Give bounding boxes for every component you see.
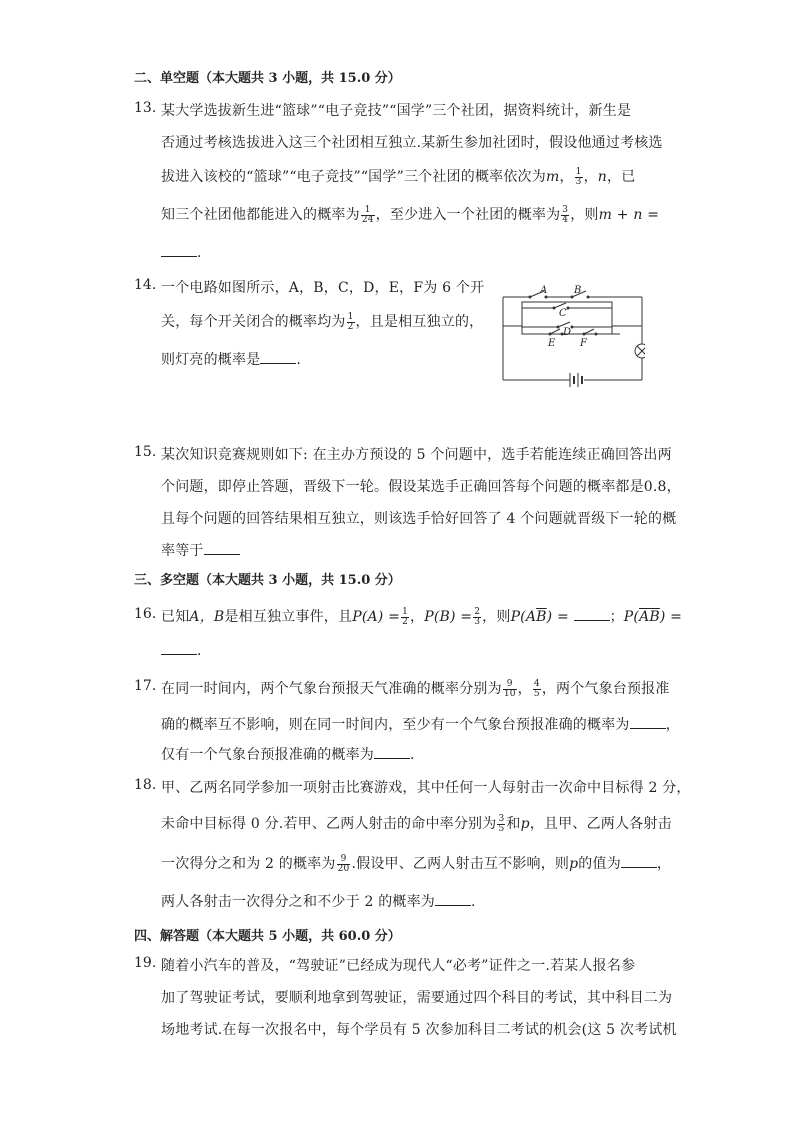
question-text-line: 个问题，即停止答题，晋级下一轮。假设某选手正确回答每个问题的概率都是0.8，	[161, 479, 681, 495]
period: .	[296, 352, 302, 368]
separator: ，	[656, 856, 672, 872]
switch-label-a: A	[540, 285, 548, 296]
switch-label-e: E	[548, 338, 556, 349]
section-heading-solution: 四、解答题（本大题共 5 小题，共 60.0 分）	[134, 929, 401, 944]
text-segment: ，两个气象台预报准	[541, 681, 670, 697]
text-segment: 在同一时间内，两个气象台预报天气准确的概率分别为	[161, 681, 502, 697]
text-segment: ，且甲、乙两人各射击	[529, 816, 672, 832]
circuit-diagram	[500, 272, 645, 388]
text-segment: 和	[506, 816, 521, 832]
question-number: 19.	[134, 955, 157, 971]
question-number: 16.	[134, 606, 157, 622]
question-text-line: 某次知识竞赛规则如下: 在主办方预设的 5 个问题中，选手若能连续正确回答出两	[161, 447, 672, 463]
switch-e	[550, 329, 560, 334]
fraction-9-10: $\frac{9}{10}$	[503, 678, 516, 699]
text-segment: ，且是相互独立的，	[355, 314, 484, 330]
switch-label-c: C	[559, 308, 567, 319]
answer-blank[interactable]	[574, 608, 610, 621]
switch-label-b: B	[574, 285, 582, 296]
text-segment: 已知	[161, 609, 190, 625]
question-text-line	[161, 166, 635, 187]
lamp-icon	[635, 344, 645, 358]
text-segment: 则灯亮的概率是	[161, 352, 261, 368]
fraction-4-5: $\frac{4}{5}$	[533, 678, 540, 699]
math-var-n: n	[597, 169, 607, 185]
question-text-line: 场地考试.在每一次报名中，每个学员有 5 次参加科目二考试的机会(这 5 次考试机	[161, 1022, 677, 1038]
question-text-line: 且每个问题的回答结果相互独立，则该选手恰好回答了 4 个问题就晋级下一轮的概	[161, 511, 677, 527]
question-text-line	[161, 606, 682, 627]
answer-blank[interactable]	[161, 244, 197, 257]
fraction-1-3: $\frac{1}{3}$	[575, 166, 582, 187]
question-text-line: 某大学选拔新生进“篮球”“电子竞技”“国学”三个社团，据资料统计，新生是	[161, 103, 632, 119]
question-number: 14.	[134, 277, 157, 293]
answer-blank[interactable]	[435, 893, 471, 906]
question-text-line	[161, 678, 670, 699]
separator: ，	[559, 169, 574, 185]
math-expression: m + n =	[598, 207, 660, 223]
section-heading-single-blank: 二、单空题（本大题共 3 小题，共 15.0 分）	[134, 71, 401, 86]
answer-blank[interactable]	[374, 746, 410, 759]
answer-blank[interactable]	[204, 542, 240, 555]
fraction-1-24: $\frac{1}{24}$	[361, 204, 374, 225]
text-segment: 未命中目标得 0 分.若甲、乙两人射击的命中率分别为	[161, 816, 497, 832]
separator: ，	[665, 717, 680, 733]
answer-line	[161, 642, 202, 659]
fraction-2-3: $\frac{2}{3}$	[474, 606, 481, 627]
math-pa: P(A) =	[352, 609, 401, 625]
text-segment: ，则	[570, 207, 599, 223]
fraction-3-4: $\frac{3}{4}$	[562, 204, 569, 225]
question-text-line	[161, 311, 483, 332]
math-var-p: p	[520, 816, 530, 832]
question-text-line: 一个电路如图所示，A，B，C，D，E，F为 6 个开	[161, 280, 485, 296]
text-segment: 知三个社团他都能进入的概率为	[161, 207, 360, 223]
answer-blank[interactable]	[260, 351, 296, 364]
math-pb: P(B) =	[424, 609, 473, 625]
text-segment: 关，每个开关闭合的概率均为	[161, 314, 346, 330]
text-segment: 是相互独立事件，且	[224, 609, 353, 625]
question-text-line	[161, 204, 659, 225]
question-number: 18.	[134, 777, 157, 793]
text-segment: 仅有一个气象台预报准确的概率为	[161, 747, 374, 763]
answer-blank[interactable]	[621, 855, 657, 868]
text-segment: 一次得分之和为 2 的概率为	[161, 856, 336, 872]
fraction-1-2: $\frac{1}{2}$	[402, 606, 408, 627]
question-number: 17.	[134, 678, 157, 694]
fraction-1-2: $\frac{1}{2}$	[347, 311, 354, 332]
answer-blank[interactable]	[161, 642, 197, 655]
text-segment: 确的概率互不影响，则在同一时间内，至少有一个气象台预报准确的概率为	[161, 717, 630, 733]
period: .	[197, 245, 202, 261]
question-text-line	[161, 714, 680, 734]
question-text-line	[161, 744, 415, 764]
answer-blank[interactable]	[630, 716, 666, 729]
text-segment: ，至少进入一个社团的概率为	[375, 207, 561, 223]
question-text-line	[161, 813, 672, 834]
period: .	[471, 894, 476, 910]
switch-f	[584, 329, 594, 334]
period: .	[410, 747, 415, 763]
period: .	[197, 643, 202, 659]
math-var-p: p	[569, 856, 579, 872]
separator: ，	[583, 169, 598, 185]
math-p-abbar: $P(\overline{AB})$ =	[623, 609, 683, 625]
question-text-line: 甲、乙两名同学参加一项射击比赛游戏，其中任何一人每射击一次命中目标得 2 分，	[161, 780, 691, 796]
fraction-3-5: $\frac{3}{5}$	[498, 813, 505, 834]
question-number: 15.	[134, 444, 157, 460]
question-number: 13.	[134, 100, 157, 116]
section-heading-multi-blank: 三、多空题（本大题共 3 小题，共 15.0 分）	[134, 573, 401, 588]
switch-label-f: F	[580, 338, 587, 349]
question-text-line	[161, 853, 671, 874]
answer-line	[161, 244, 202, 261]
separator: ，	[410, 609, 425, 625]
switch-label-d: D	[563, 327, 572, 338]
text-segment: 的值为	[578, 856, 621, 872]
math-p-a-bbar: $P(A\overline{B})$ =	[510, 609, 569, 625]
question-text-line	[161, 540, 240, 560]
text-segment: 两人各射击一次得分之和不少于 2 的概率为	[161, 894, 436, 910]
question-text-line: 随着小汽车的普及，“驾驶证”已经成为现代人“必考”证件之一.若某人报名参	[161, 958, 636, 974]
text-segment: 率等于	[161, 543, 204, 559]
question-text-line: 否通过考核选拔进入这三个社团相互独立.某新生参加社团时，假设他通过考核选	[161, 135, 663, 151]
question-text-line	[161, 891, 476, 911]
separator: ；	[609, 609, 624, 625]
math-var-m: m	[545, 169, 560, 185]
text-segment: ，则	[482, 609, 511, 625]
math-events: A，B	[189, 609, 225, 625]
text-segment: 拔进入该校的“篮球”“电子竞技”“国学”三个社团的概率依次为	[161, 169, 546, 185]
text-segment: .假设甲、乙两人射击互不影响，则	[351, 856, 570, 872]
question-text-line	[161, 349, 301, 369]
fraction-9-20: $\frac{9}{20}$	[337, 853, 350, 874]
text-segment: ，已	[607, 169, 636, 185]
separator: ，	[517, 681, 532, 697]
question-text-line: 加了驾驶证考试，要顺利地拿到驾驶证，需要通过四个科目的考试，其中科目二为	[161, 990, 673, 1006]
